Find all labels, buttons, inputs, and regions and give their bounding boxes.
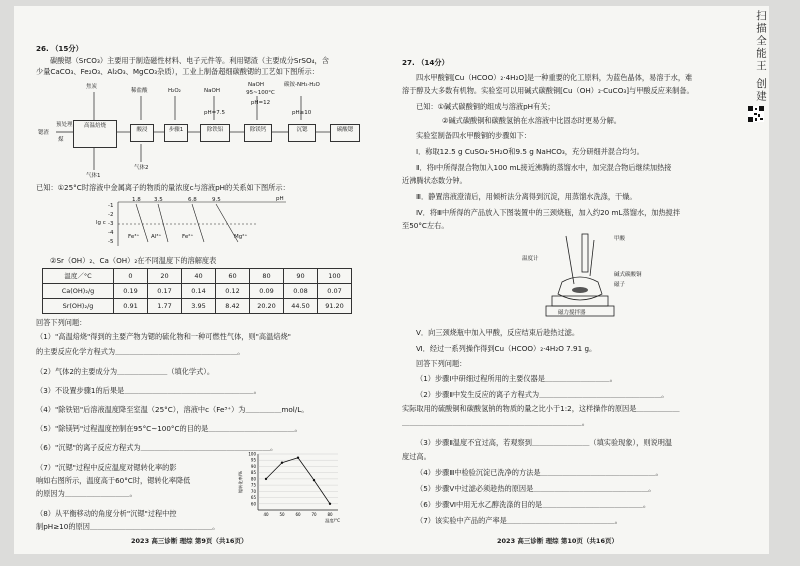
ion-fe3-label: Fe³⁺ <box>128 234 140 240</box>
scanner-watermark: 扫描全能王 创建 <box>755 10 767 103</box>
q27-intro-line: 至50°C左右。 <box>402 221 449 230</box>
step-line: （7）该实验中产品的产率是＿＿＿＿＿＿＿＿＿＿＿＿＿＿＿。 <box>416 516 622 525</box>
table-cell: 0.12 <box>216 284 250 299</box>
lgc-tick: -1 <box>108 203 114 209</box>
q27-intro-line: 已知：①碱式碳酸铜的组成与溶液pH有关； <box>416 102 555 111</box>
ph-tick: 6.8 <box>188 197 197 203</box>
page-footer: 2023 高三诊断 理综 第10页（共16页） <box>497 537 618 545</box>
lgc-tick: -5 <box>108 239 114 245</box>
ion-mg2-label: Mg²⁺ <box>234 234 248 240</box>
table-cell: 0.19 <box>114 284 148 299</box>
q27-intro-line: 溶于醇及大多数有机物。实验室可以用碱式碳酸铜[Cu（OH）₂·CuCO₃]与甲酸反应来制备。 <box>402 86 694 95</box>
step-line: ＿＿＿＿＿＿＿＿＿＿＿＿＿＿＿＿＿＿＿＿＿＿＿＿＿。 <box>402 418 589 427</box>
y-tick-label: 70 <box>250 488 256 494</box>
coal-label: 煤 <box>58 137 64 143</box>
x-tick-label: 80 <box>327 512 333 517</box>
box-step1: 步骤1 <box>164 124 188 142</box>
question-line: 的主要反应化学方程式为＿＿＿＿＿＿＿＿＿＿＿＿＿＿＿＿＿。 <box>36 347 245 356</box>
step-line: 实际取用的硫酸铜和碳酸氢钠的物质的量之比小于1:2，这样操作的原因是＿＿＿＿＿＿ <box>402 404 680 413</box>
table-cell: 温度／°C <box>43 269 114 284</box>
ion-fe2-label: Fe²⁺ <box>182 234 194 240</box>
q27-intro-line: 实验室制备四水甲酸铜的步骤如下： <box>416 131 532 140</box>
gas2-label: 气体2 <box>134 165 149 171</box>
question-27-header: 27. （14分） <box>402 58 449 67</box>
y-tick-label: 60 <box>250 501 256 507</box>
question-line: （8）从平衡移动的角度分析"沉锶"过程中控 <box>36 509 177 518</box>
table-cell: 1.77 <box>148 299 182 314</box>
table-cell: 20.20 <box>250 299 284 314</box>
input-naoh-2: NaOH <box>248 82 264 88</box>
data-point <box>281 462 283 464</box>
table-cell: 0.17 <box>148 284 182 299</box>
lgc-tick: -3 <box>108 221 114 227</box>
page-footer: 2023 高三诊断 理综 第9页（共16页） <box>131 537 248 545</box>
pretreat-label: 预处理 <box>56 122 73 128</box>
data-point <box>297 457 299 459</box>
start-material-label: 锶渣 <box>38 130 50 136</box>
y-tick-label: 100 <box>248 451 256 457</box>
step-line: （5）步骤Ⅴ中过滤必须趁热的原因是＿＿＿＿＿＿＿＿＿＿＿＿＿＿＿＿。 <box>416 484 656 493</box>
condition-ph75: pH=7.5 <box>204 110 225 116</box>
step-line: （3）步骤Ⅱ温度不宜过高，若观察到＿＿＿＿＿＿＿＿（填实验现象），则说明温 <box>416 438 673 447</box>
table-cell: Sr(OH)₂/g <box>43 299 114 314</box>
q27-intro-line: Ⅳ．将Ⅲ中所得的产品放入下图装置中的三颈烧瓶，加入约20 mL蒸馏水，加热搅拌 <box>416 208 681 217</box>
q27-intro-line: Ⅱ．将Ⅰ中所得混合物加入100 mL接近沸腾的蒸馏水中，加完混合物后继续加热接 <box>416 163 672 172</box>
x-tick-label: 60 <box>295 512 301 517</box>
y-tick-label: 75 <box>250 482 256 488</box>
question-line: （5）"除镁钙"过程温度控制在95°C~100°C的目的是＿＿＿＿＿＿＿＿＿＿＿＿。 <box>36 424 302 433</box>
table-cell: 0.07 <box>318 284 352 299</box>
gas1-label: 气体1 <box>86 173 101 179</box>
ph-tick: 1.8 <box>132 197 141 203</box>
y-tick-label: 65 <box>250 495 256 501</box>
step-line: 度过高。 <box>402 452 431 461</box>
table-cell: 100 <box>318 269 352 284</box>
condition-temp-ph12: 95~100°C pH=12 <box>246 90 275 107</box>
data-point <box>265 478 267 480</box>
table-cell: 0.09 <box>250 284 284 299</box>
question-line: （2）气体2的主要成分为＿＿＿＿＿＿＿（填化学式）。 <box>36 367 215 376</box>
apparatus-diagram <box>522 232 672 320</box>
step-line: （2）步骤Ⅱ中发生反应的离子方程式为＿＿＿＿＿＿＿＿＿＿＿＿＿＿＿＿＿。 <box>416 390 669 399</box>
table-cell: 0.14 <box>182 284 216 299</box>
question-26-header: 26. （15分） <box>36 44 83 53</box>
ph-tick: 3.5 <box>154 197 163 203</box>
y-axis-label: 锶转化率/% <box>238 470 243 494</box>
lgc-axis-label: lg c <box>96 220 106 226</box>
question-line: （4）"除铁铝"后溶液温度降至室温（25°C），溶液中c（Fe³⁺）为＿＿＿＿＿mol/L。 <box>36 405 309 414</box>
y-tick-label: 95 <box>250 457 256 463</box>
box-srco3-product: 碳酸锶 <box>330 124 360 142</box>
y-tick-label: 90 <box>250 463 256 469</box>
data-point <box>329 503 331 505</box>
input-h2o2: H₂O₂ <box>168 88 181 94</box>
x-tick-label: 50 <box>279 512 285 517</box>
table-header-row <box>43 269 352 284</box>
basic-copper-carbonate-label: 碱式碳酸铜 <box>614 272 642 278</box>
question-line: （7）"沉锶"过程中反应温度对锶转化率的影 <box>36 463 177 472</box>
step-line: Ⅴ．向三颈烧瓶中加入甲酸，反应结束后趁热过滤。 <box>416 328 580 337</box>
solubility-table-title: ②Sr（OH）₂、Ca（OH）₂在不同温度下的溶解度表 <box>50 256 217 265</box>
question-line: （1）"高温焙烧"得到的主要产物为锶的硫化物和一种可燃性气体，则"高温焙烧" <box>36 332 291 341</box>
condition-ph10: pH≥10 <box>292 110 312 116</box>
input-coke: 焦炭 <box>86 84 98 90</box>
q27-intro-line: Ⅰ．称取12.5 g CuSO₄·5H₂O和9.5 g NaHCO₃，充分研细并混合均匀。 <box>416 147 644 156</box>
process-flow-diagram <box>36 80 386 180</box>
question-line: 响如右图所示，温度高于60°C时，锶转化率降低 <box>36 476 191 485</box>
table-cell: 60 <box>216 269 250 284</box>
q27-intro-line: ②碱式碳酸铜和碳酸氢钠在水溶液中比固态时更易分解。 <box>442 116 621 125</box>
table-cell: 90 <box>284 269 318 284</box>
box-precipitate-sr: 沉锶 <box>288 124 316 142</box>
step-line: （4）步骤Ⅲ中检验沉淀已洗净的方法是＿＿＿＿＿＿＿＿＿＿＿＿＿＿＿＿。 <box>416 468 663 477</box>
data-point <box>313 479 315 481</box>
q26-intro-line: 碳酸锶（SrCO₃）主要用于制造磁性材料、电子元件等。利用锶渣（主要成分SrSO₄，含 <box>50 56 329 65</box>
question-line: （6）"沉锶"的离子反应方程式为＿＿＿＿＿＿＿＿＿＿＿＿＿＿＿＿＿＿。 <box>36 443 278 452</box>
input-ammonium: 碳铵-NH₃·H₂O <box>284 82 320 88</box>
q26-intro-line: 少量CaCO₃、Fe₂O₃、Al₂O₃、MgCO₃杂质），工业上制备超细碳酸锶的工艺如下图所示： <box>36 67 319 76</box>
ph-tick: 9.5 <box>212 197 221 203</box>
known-conditions-1: 已知：①25°C时溶液中金属离子的物质的量浓度c与溶液pH的关系如下图所示： <box>36 183 290 192</box>
step-line: 回答下列问题： <box>416 359 467 368</box>
table-cell: 3.95 <box>182 299 216 314</box>
y-tick-label: 85 <box>250 470 256 476</box>
step-line: Ⅵ．经过一系列操作得到Cu（HCOO）₂·4H₂O 7.91 g。 <box>416 344 597 353</box>
lgc-tick: -2 <box>108 212 114 218</box>
table-cell: 8.42 <box>216 299 250 314</box>
table-cell: 0.08 <box>284 284 318 299</box>
sr-conversion-chart <box>236 448 356 528</box>
x-axis-label: 温度/°C <box>325 518 340 523</box>
table-cell: 44.50 <box>284 299 318 314</box>
q27-intro-line: Ⅲ．静置溶液澄清后，用倾析法分离得到沉淀，用蒸馏水洗涤，干燥。 <box>416 192 637 201</box>
ph-concentration-chart <box>96 194 296 250</box>
question-line: 的原因为＿＿＿＿＿＿＿＿＿。 <box>36 489 137 498</box>
box-remove-fe-al: 除铁铝 <box>200 124 230 142</box>
table-cell: Ca(OH)₂/g <box>43 284 114 299</box>
table-cell: 40 <box>182 269 216 284</box>
input-hcl: 稀盐酸 <box>131 88 148 94</box>
qr-code-icon <box>748 106 764 122</box>
table-row <box>43 299 352 314</box>
box-roasting: 高温焙烧 <box>73 120 117 148</box>
box-remove-mg-ca: 除镁钙 <box>244 124 272 142</box>
question-line: 回答下列问题： <box>36 318 87 327</box>
x-tick-label: 40 <box>263 512 269 517</box>
step-line: （6）步骤Ⅵ中用无水乙醇洗涤的目的是＿＿＿＿＿＿＿＿＿＿＿＿＿＿。 <box>416 500 651 509</box>
step-line: （1）步骤Ⅰ中研细过程所用的主要仪器是＿＿＿＿＿＿＿＿＿。 <box>416 374 617 383</box>
box-acid-leach: 酸浸 <box>130 124 154 142</box>
apparatus-drawing <box>522 232 672 320</box>
ion-al3-label: Al³⁺ <box>151 234 162 240</box>
stir-bar-label: 磁子 <box>614 282 626 288</box>
solubility-table <box>42 268 352 314</box>
table-cell: 0.91 <box>114 299 148 314</box>
ph-axis-label: pH <box>276 196 284 202</box>
lgc-tick: -4 <box>108 230 114 236</box>
q27-intro-line: 四水甲酸铜[Cu（HCOO）₂·4H₂O]是一种重要的化工原料，为蓝色晶体，易溶于水，难 <box>416 73 693 82</box>
table-cell: 91.20 <box>318 299 352 314</box>
thermometer-label: 温度计 <box>522 256 539 262</box>
question-line: （3）不设置步骤1的后果是＿＿＿＿＿＿＿＿＿＿＿＿＿＿＿＿＿＿。 <box>36 386 261 395</box>
scanned-sheet <box>14 6 769 554</box>
conversion-line <box>266 458 330 504</box>
table-cell: 0 <box>114 269 148 284</box>
magnetic-stirrer-label: 磁力搅拌器 <box>558 310 586 316</box>
table-cell: 20 <box>148 269 182 284</box>
table-row <box>43 284 352 299</box>
x-tick-label: 70 <box>311 512 317 517</box>
y-tick-label: 80 <box>250 476 256 482</box>
table-cell: 80 <box>250 269 284 284</box>
left-page <box>36 6 386 554</box>
formic-acid-label: 甲酸 <box>614 236 626 242</box>
q27-intro-line: 近沸腾状态数分钟。 <box>402 176 467 185</box>
right-page <box>402 6 752 554</box>
input-naoh-1: NaOH <box>204 88 220 94</box>
question-line: 制pH≥10的原因＿＿＿＿＿＿＿＿＿＿＿＿＿＿＿＿＿。 <box>36 522 220 531</box>
